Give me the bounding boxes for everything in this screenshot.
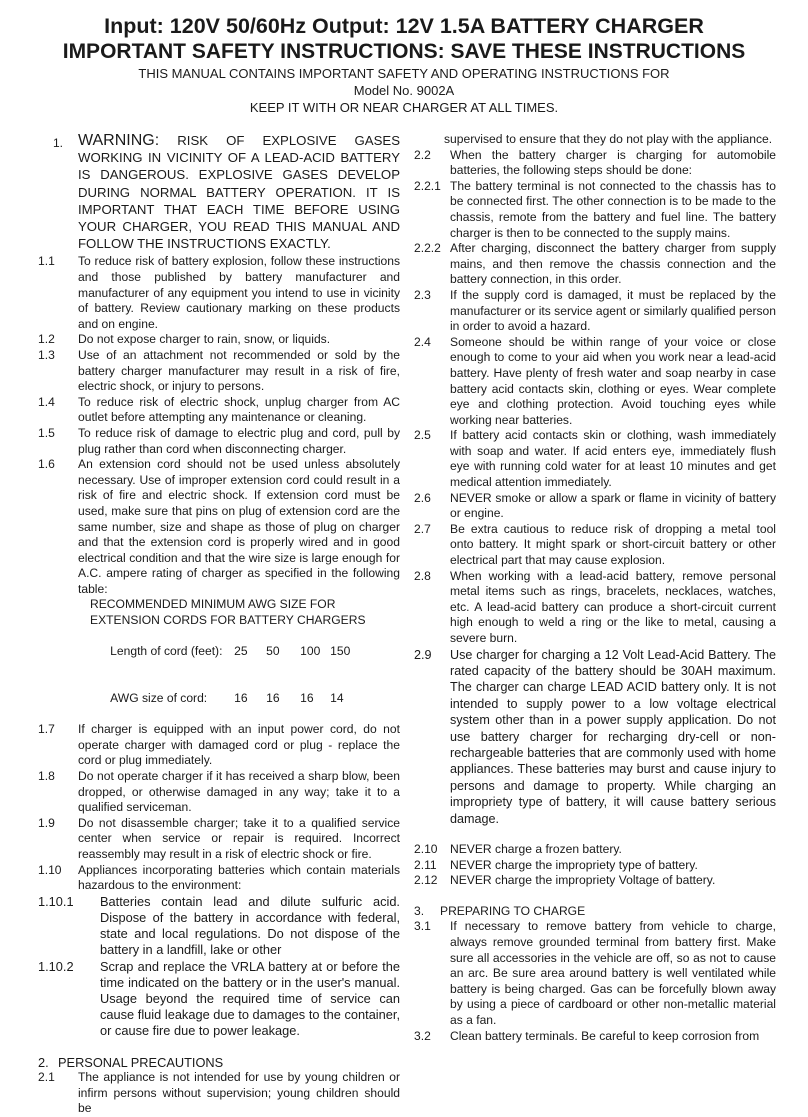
item-text: To reduce risk of damage to electric plug and cord, pull by plug rather than cord when disconnecting charger. (78, 425, 400, 456)
item-text: Scrap and replace the VRLA battery at or before the time indicated on the battery or in the user's manual. Usage beyond the required time of service can cause fluid leakage due to damages to the container, or cause fire due to power leakage. (100, 958, 400, 1039)
item-number: 2.2.2 (414, 241, 441, 256)
list-item (414, 179, 776, 241)
awg-row-length (90, 629, 400, 676)
item-text: When working with a lead-acid battery, remove personal metal items such as rings, bracelets, necklaces, watches, etc. A lead-acid battery can produce a short-circuit current high enough to weld a ring or the like to metal, causing a severe burn. (450, 568, 776, 645)
awg-cell: 16 (300, 691, 314, 706)
page-title-line2: IMPORTANT SAFETY INSTRUCTIONS: SAVE THESE INSTRUCTIONS (62, 40, 746, 63)
item-text: Batteries contain lead and dilute sulfuric acid. Dispose of the battery in accordance with federal, state and local regulations. Do not dispose of the battery in a landfill, lake or other (100, 893, 400, 958)
item-text: NEVER smoke or allow a spark or flame in vicinity of battery or engine. (450, 490, 776, 521)
item-number: 2.1 (38, 1070, 55, 1085)
section-number: 3. (414, 903, 425, 918)
list-item (414, 522, 776, 569)
item-number: 1.1 (38, 254, 55, 269)
section-heading (414, 904, 776, 920)
item-number: 2.2.1 (414, 178, 441, 193)
list-item (38, 959, 400, 1040)
list-item (414, 858, 776, 874)
item-number: 1.3 (38, 347, 55, 362)
awg-cell: 50 (266, 644, 280, 659)
item-number: 2.7 (414, 521, 431, 536)
list-item (38, 348, 400, 395)
item-number: 2.4 (414, 334, 431, 349)
awg-cell: 16 (234, 691, 248, 706)
list-item (414, 919, 776, 1028)
awg-table-heading1: RECOMMENDED MINIMUM AWG SIZE FOR (90, 597, 336, 612)
item-number: 2.12 (414, 873, 438, 888)
item-text: If charger is equipped with an input power cord, do not operate charger with damaged cord or plug - replace the cord or plug immediately. (78, 722, 400, 768)
list-item (414, 1029, 776, 1045)
item-text: An extension cord should not be used unless absolutely necessary. Use of improper extension cord could result in a risk of fire and electric shock. If extension cord must be used, make sure that pins on plug of extension cord are the same number, size and shape as those of plug on charger and that the extension cord is properly wired and in good electrical condition and that the wire size is large enough for A.C. ampere rating of charger as specified in the following table: (78, 457, 400, 596)
section-number: 2. (38, 1054, 49, 1070)
list-item (38, 457, 400, 597)
item-number: 1.5 (38, 425, 55, 440)
list-item (38, 722, 400, 769)
page-title-line1: Input: 120V 50/60Hz Output: 12V 1.5A BATTERY CHARGER (104, 14, 704, 38)
item-text: The appliance is not intended for use by young children or infirm persons without supervision; young children should be (78, 1070, 400, 1116)
item-text: If necessary to remove battery from vehicle to charge, always remove grounded terminal from battery first. Make sure all accessories in the vehicle are off, so as not to cause an arc. Be sure area around battery is well ventilated while battery is being charged. Gas can be forcefully blown away by using a piece of cardboard or other non-metallic material as a fan. (450, 919, 776, 1027)
item-text: To reduce risk of electric shock, unplug charger from AC outlet before attempting any maintenance or cleaning. (78, 394, 400, 425)
list-item (414, 569, 776, 647)
list-item (414, 288, 776, 335)
item-number: 2.6 (414, 490, 431, 505)
warning-block (38, 132, 400, 252)
list-item (414, 428, 776, 490)
item-number: 3.1 (414, 919, 431, 934)
item-text: When the battery charger is charging for automobile batteries, the following steps should be done: (450, 147, 776, 178)
list-item (38, 1070, 400, 1117)
item-number: 2.9 (414, 647, 432, 662)
awg-table (38, 597, 400, 722)
item-text: NEVER charge the impropriety type of battery. (450, 857, 698, 872)
list-item (38, 426, 400, 457)
item-number: 1.4 (38, 394, 55, 409)
item-text: Do not operate charger if it has received a sharp blow, been dropped, or otherwise damaged in any way; take it to a qualified serviceman. (78, 769, 400, 815)
item-number: 2.2 (414, 147, 431, 162)
item-number: 2.10 (414, 842, 438, 857)
awg-cell: 150 (330, 644, 351, 659)
list-item (414, 491, 776, 522)
item-text: Use of an attachment not recommended or sold by the battery charger manufacturer may result in a risk of fire, electric shock, or injury to persons. (78, 347, 400, 394)
item-number: 3.2 (414, 1028, 431, 1043)
list-item (38, 863, 400, 894)
warning-number: 1. (53, 136, 64, 150)
item-text: Appliances incorporating batteries which contain materials hazardous to the environment: (78, 862, 400, 893)
item-number: 2.3 (414, 287, 431, 302)
item-number: 2.11 (414, 857, 437, 872)
list-item (38, 254, 400, 332)
right-column (414, 132, 776, 1044)
awg-cell: 25 (234, 644, 248, 659)
item-text: NEVER charge the impropriety Voltage of battery. (450, 873, 716, 888)
item-number: 1.6 (38, 457, 55, 472)
model-number: Model No. 9002A (353, 83, 455, 98)
awg-cell: 14 (330, 691, 344, 706)
item-text: The battery terminal is not connected to the chassis has to be connected first. The other connection is to be made to the chassis, remote from the battery and fuel line. The battery charger is then to be connected to the supply mains. (450, 178, 776, 240)
item-text: Use charger for charging a 12 Volt Lead-Acid Battery. The rated capacity of the battery should be 30AH maximum. The charger can charge LEAD ACID battery only. It is not intended to supply power to a low voltage electrical system other than in a power supply application. Do not use battery charger for recharging dry-cell or non-rechargeable batteries that are commonly used with home appliances. These batteries may burst and cause injury to persons and damage to property. While charging an impropriety type of battery, it will cause battery serious damage. (450, 647, 776, 826)
list-item (38, 769, 400, 816)
list-item (414, 647, 776, 827)
item-number: 1.8 (38, 769, 55, 784)
keep-notice: KEEP IT WITH OR NEAR CHARGER AT ALL TIMES. (249, 100, 559, 115)
list-item (414, 241, 776, 288)
item-text: After charging, disconnect the battery charger from supply mains, and then remove the chassis connection and the battery connection, in this order. (450, 241, 776, 287)
item-text: NEVER charge a frozen battery. (450, 842, 622, 857)
awg-table-heading2: EXTENSION CORDS FOR BATTERY CHARGERS (90, 613, 366, 628)
item-number: 2.5 (414, 428, 431, 443)
item-text: If the supply cord is damaged, it must be replaced by the manufacturer or its service agent or similarly qualified person in order to avoid a hazard. (450, 287, 776, 334)
section-heading (38, 1055, 400, 1071)
item-text: Clean battery terminals. Be careful to keep corrosion from (450, 1028, 760, 1043)
awg-row-label: Length of cord (feet): (110, 644, 223, 659)
section-title: PREPARING TO CHARGE (440, 903, 586, 918)
item-number: 1.9 (38, 815, 55, 830)
list-item (38, 816, 400, 863)
awg-cell: 100 (300, 644, 321, 659)
warning-label: WARNING: (78, 132, 160, 149)
continued-text: supervised to ensure that they do not play with the appliance. (444, 132, 773, 146)
warning-text: RISK OF EXPLOSIVE GASES WORKING IN VICINITY OF A LEAD-ACID BATTERY IS DANGEROUS. EXPLOSIVE GASES DEVELOP DURING NORMAL BATTERY OPERATION. IT IS IMPORTANT THAT EACH TIME BEFORE USING YOUR CHARGER, YOU READ THIS MANUAL AND FOLLOW THE INSTRUCTIONS EXACTLY. (78, 133, 400, 252)
item-number: 1.7 (38, 722, 55, 737)
list-item (414, 148, 776, 179)
list-item (414, 335, 776, 429)
manual-notice: THIS MANUAL CONTAINS IMPORTANT SAFETY AND OPERATING INSTRUCTIONS FOR (138, 66, 670, 81)
item-text: Be extra cautious to reduce risk of dropping a metal tool onto battery. It might spark or short-circuit battery or other electrical part that may cause explosion. (450, 521, 776, 568)
item-number: 2.8 (414, 568, 431, 583)
item-text: If battery acid contacts skin or clothing, wash immediately with soap and water. If acid enters eye, immediately flush eye with running cold water for at least 10 minutes and get medical attention immediately. (450, 428, 776, 490)
item-text: Do not disassemble charger; take it to a qualified service center when service or repair is required. Incorrect reassembly may result in a risk of electric shock or fire. (78, 815, 400, 861)
awg-row-size (90, 675, 400, 722)
awg-row-label: AWG size of cord: (110, 691, 208, 706)
list-item (414, 842, 776, 858)
item-number: 1.2 (38, 332, 55, 347)
item-number: 1.10.2 (38, 958, 74, 974)
left-column (38, 132, 400, 1117)
item-text: To reduce risk of battery explosion, follow these instructions and those published by battery manufacturer and manufacturer of any equipment you intend to use in vicinity of battery. Review cautionary marking on these products and on engine. (78, 254, 400, 331)
list-item (414, 873, 776, 889)
item-number: 1.10.1 (38, 893, 74, 909)
item-number: 1.10 (38, 862, 62, 877)
list-item (38, 395, 400, 426)
item-text: Someone should be within range of your voice or close enough to come to your aid when you work near a lead-acid battery. Have plenty of fresh water and soap nearby in case battery acid contacts skin, clothing or eyes. Wear complete eye and clothing protection. Avoid touching eyes while working near batteries. (450, 334, 776, 427)
section-title: PERSONAL PRECAUTIONS (58, 1054, 224, 1070)
awg-cell: 16 (266, 691, 280, 706)
item-text: Do not expose charger to rain, snow, or liquids. (78, 332, 331, 347)
list-item (38, 894, 400, 959)
list-item (38, 332, 400, 348)
